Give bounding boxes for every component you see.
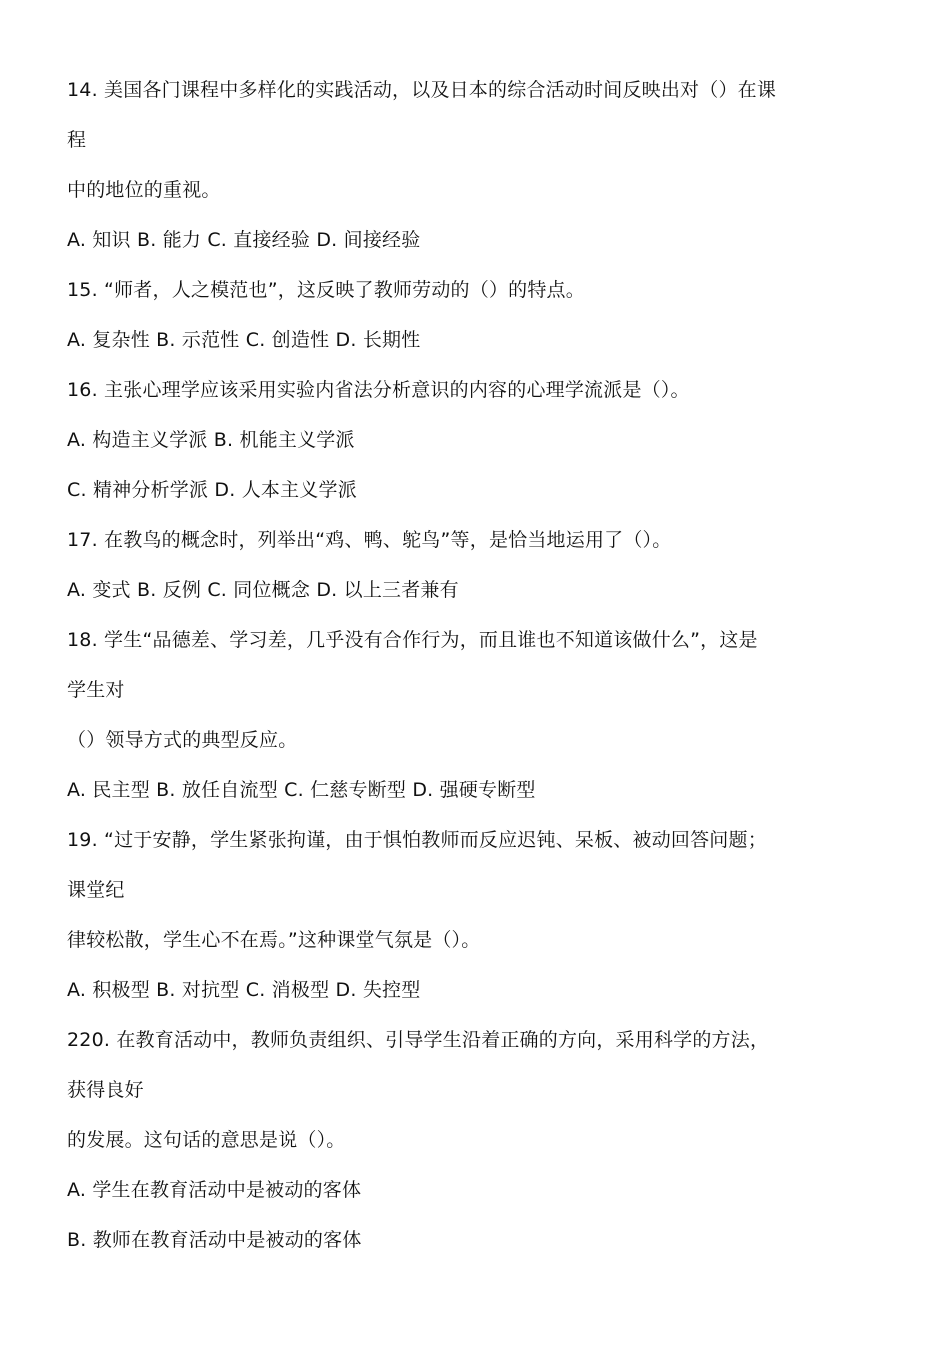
- question-17-options: A. 变式 B. 反例 C. 同位概念 D. 以上三者兼有: [67, 579, 459, 601]
- question-18-line-1: 18. 学生“品德差、学习差，几乎没有合作行为，而且谁也不知道该做什么”，这是: [67, 629, 758, 651]
- question-19-line-1: 19. “过于安静，学生紧张拘谨，由于惧怕教师而反应迟钝、呆板、被动回答问题；: [67, 829, 767, 851]
- question-18-line-2: 学生对: [67, 679, 125, 701]
- question-16-line-1: 16. 主张心理学应该采用实验内省法分析意识的内容的心理学流派是（）。: [67, 379, 690, 401]
- question-18-line-3: （）领导方式的典型反应。: [67, 729, 298, 751]
- question-16-options-1: A. 构造主义学派 B. 机能主义学派: [67, 429, 355, 451]
- question-15-line-1: 15. “师者，人之模范也”，这反映了教师劳动的（）的特点。: [67, 279, 585, 301]
- question-14-line-1: 14. 美国各门课程中多样化的实践活动，以及日本的综合活动时间反映出对（）在课: [67, 79, 777, 101]
- question-220-line-2: 获得良好: [67, 1079, 144, 1101]
- question-19-line-2: 课堂纪: [67, 879, 125, 901]
- question-19-line-3: 律较松散，学生心不在焉。”这种课堂气氛是（）。: [67, 929, 481, 951]
- question-18-options: A. 民主型 B. 放任自流型 C. 仁慈专断型 D. 强硬专断型: [67, 779, 536, 801]
- question-14-options: A. 知识 B. 能力 C. 直接经验 D. 间接经验: [67, 229, 421, 251]
- question-14-line-2: 程: [67, 129, 87, 151]
- question-14-line-3: 中的地位的重视。: [67, 179, 221, 201]
- question-220-line-3: 的发展。这句话的意思是说（）。: [67, 1129, 346, 1151]
- question-220-line-1: 220. 在教育活动中，教师负责组织、引导学生沿着正确的方向，采用科学的方法，: [67, 1029, 770, 1051]
- question-220-option-a: A. 学生在教育活动中是被动的客体: [67, 1179, 362, 1201]
- question-17-line-1: 17. 在教鸟的概念时，列举出“鸡、鸭、鸵鸟”等，是恰当地运用了（）。: [67, 529, 672, 551]
- question-16-options-2: C. 精神分析学派 D. 人本主义学派: [67, 479, 357, 501]
- question-15-options: A. 复杂性 B. 示范性 C. 创造性 D. 长期性: [67, 329, 421, 351]
- question-19-options: A. 积极型 B. 对抗型 C. 消极型 D. 失控型: [67, 979, 421, 1001]
- question-220-option-b: B. 教师在教育活动中是被动的客体: [67, 1229, 362, 1251]
